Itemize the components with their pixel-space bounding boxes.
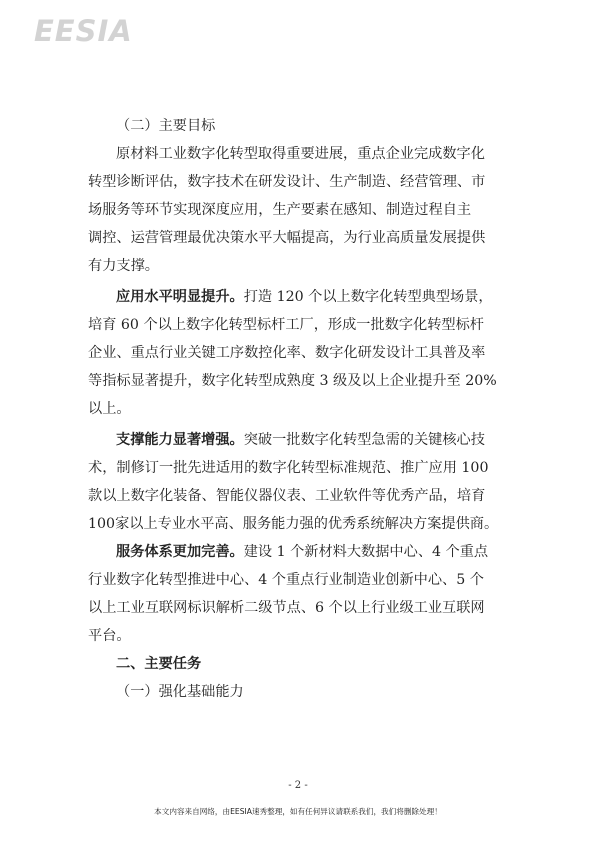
section-goal-title: （二）主要目标	[116, 118, 216, 134]
text-line: 术，制修订一批先进适用的数字化转型标准规范、推广应用 100	[88, 460, 489, 476]
support-heading: 支撑能力显著增强。	[116, 432, 244, 448]
text-line: 以上工业互联网标识解析二级节点、6 个以上行业级工业互联网	[88, 600, 485, 616]
app-level-heading: 应用水平明显提升。	[116, 289, 244, 305]
subsection-title: （一）强化基础能力	[116, 684, 244, 700]
app-level-paragraph	[88, 283, 528, 423]
text-line: 企业、重点行业关键工序数控化率、数字化研发设计工具普及率	[88, 345, 486, 361]
text-line	[88, 538, 528, 566]
eesia-logo: EESIA	[34, 14, 133, 48]
text-run: 建设 1 个新材料大数据中心、4 个重点	[243, 544, 489, 560]
text-line	[88, 426, 528, 454]
support-paragraph	[88, 426, 528, 538]
text-run: 打造 120 个以上数字化转型典型场景，	[243, 289, 493, 305]
service-heading: 服务体系更加完善。	[116, 544, 244, 560]
text-line: 平台。	[88, 628, 131, 644]
goal-paragraph	[88, 140, 528, 280]
text-run: 突破一批数字化转型急需的关键核心技	[243, 432, 485, 448]
text-line: 款以上数字化装备、智能仪器仪表、工业软件等优秀产品，培育	[88, 488, 486, 504]
section-tasks-title: 二、主要任务	[116, 656, 202, 672]
text-line	[88, 283, 528, 311]
text-line: 有力支撑。	[88, 258, 159, 274]
text-line: 行业数字化转型推进中心、4 个重点行业制造业创新中心、5 个	[88, 572, 484, 588]
page-number: - 2 -	[288, 780, 308, 791]
text-line: 原材料工业数字化转型取得重要进展，重点企业完成数字化	[116, 146, 485, 162]
text-line: 培育 60 个以上数字化转型标杆工厂，形成一批数字化转型标杆	[88, 317, 484, 333]
text-line: 调控、运营管理最优决策水平大幅提高，为行业高质量发展提供	[88, 230, 486, 246]
text-line: 场服务等环节实现深度应用，生产要素在感知、制造过程自主	[88, 202, 472, 218]
service-paragraph	[88, 538, 528, 650]
document-body	[88, 112, 528, 706]
text-line: 以上。	[88, 401, 131, 417]
text-line: 100家以上专业水平高、服务能力强的优秀系统解决方案提供商。	[88, 516, 499, 532]
text-line: 转型诊断评估，数字技术在研发设计、生产制造、经营管理、市	[88, 174, 486, 190]
footer-notice: 本文内容来自网络，由EESIA速秀整理，如有任何异议请联系我们，我们将删除处理！	[154, 807, 442, 816]
text-line: 等指标显著提升，数字化转型成熟度 3 级及以上企业提升至 20%	[88, 373, 497, 389]
